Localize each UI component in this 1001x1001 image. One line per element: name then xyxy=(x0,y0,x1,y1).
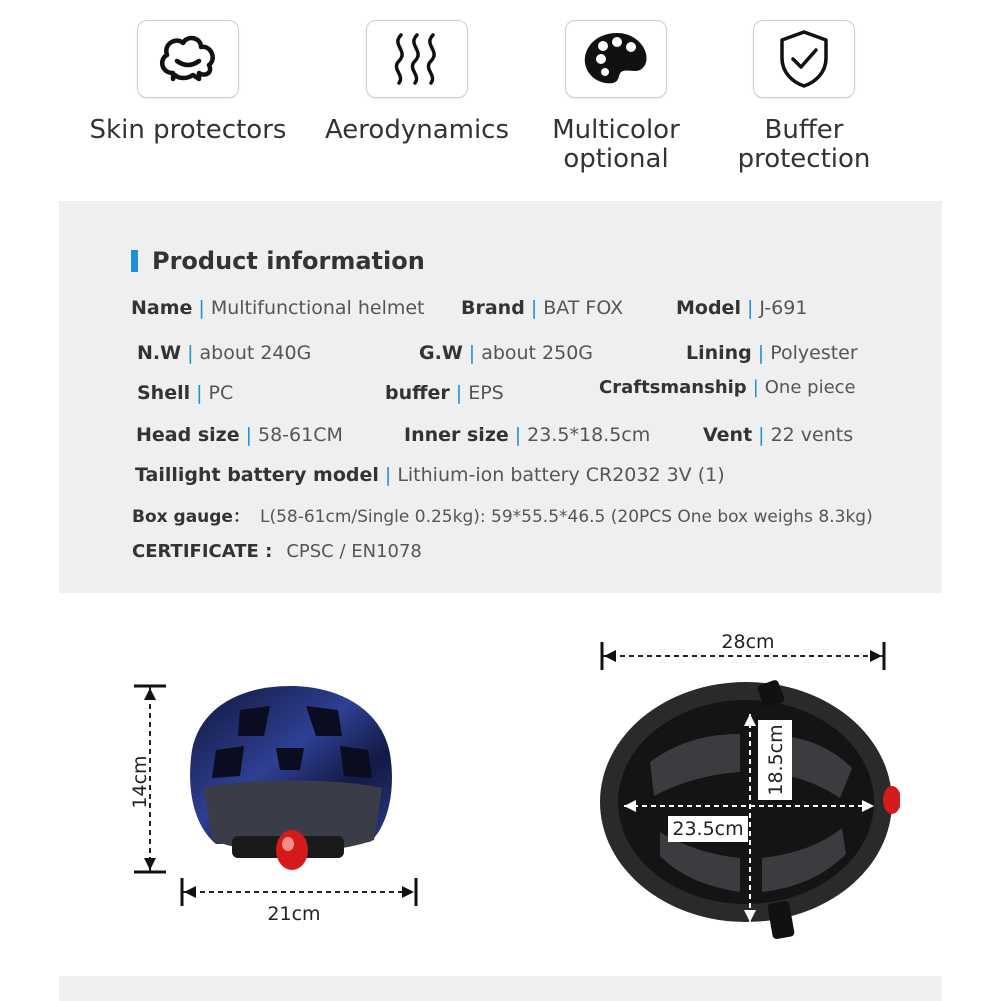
field-separator: | xyxy=(758,424,765,446)
product-info-title xyxy=(131,247,425,275)
field-value: Lithium-ion battery CR2032 3V (1) xyxy=(397,464,725,486)
field-value: about 240G xyxy=(199,342,312,364)
field-key: Name xyxy=(131,297,193,319)
field-value: J-691 xyxy=(759,297,808,319)
title-accent-bar xyxy=(131,250,138,272)
inner-length-dimension-label: 23.5cm xyxy=(672,818,744,840)
field-key: CERTIFICATE : xyxy=(132,541,273,562)
field-inner-size xyxy=(404,424,650,446)
aerodynamics-icon-box xyxy=(366,20,468,98)
field-separator: | xyxy=(384,464,392,486)
field-separator: | xyxy=(530,297,538,319)
inner-width-dimension-label: 18.5cm xyxy=(765,724,787,796)
feature-buffer-protection xyxy=(694,20,914,174)
feature-label-line: optional xyxy=(563,144,669,174)
helmet-vent xyxy=(340,746,372,778)
shield-icon-box xyxy=(753,20,855,98)
field-key: Lining xyxy=(686,342,752,364)
feature-label-line: protection xyxy=(737,144,871,174)
length-dimension-label: 28cm xyxy=(721,631,775,653)
rear-width-dimension-label: 21cm xyxy=(267,903,321,925)
helmet-vent xyxy=(276,748,304,770)
field-name xyxy=(131,297,425,319)
field-value: 23.5*18.5cm xyxy=(527,424,651,446)
field-key: Head size xyxy=(136,424,240,446)
field-gross-weight xyxy=(419,342,593,364)
field-certificate xyxy=(132,541,422,562)
field-model xyxy=(676,297,807,319)
taillight xyxy=(276,830,308,870)
aerodynamics-icon xyxy=(387,29,447,89)
product-info-title-text: Product information xyxy=(152,247,425,275)
field-head-size xyxy=(136,424,343,446)
feature-aerodynamics xyxy=(307,20,527,145)
arrow-right-icon xyxy=(402,886,414,898)
helmet-inner-padding xyxy=(618,700,874,904)
feature-label-line: Buffer xyxy=(764,115,844,145)
palette-icon-box xyxy=(565,20,667,98)
skin-protector-icon xyxy=(153,29,223,89)
field-key: Brand xyxy=(461,297,525,319)
field-separator: | xyxy=(198,297,205,319)
field-battery xyxy=(135,464,725,486)
arrow-left-icon xyxy=(184,886,196,898)
field-key: Shell xyxy=(137,382,191,404)
field-separator: | xyxy=(752,377,759,398)
palette-icon xyxy=(581,29,651,89)
field-key: N.W xyxy=(137,342,182,364)
helmet-vent xyxy=(212,746,244,778)
shield-check-icon xyxy=(774,28,834,90)
field-brand xyxy=(461,297,623,319)
field-vent xyxy=(703,424,853,446)
field-separator: | xyxy=(746,297,754,319)
field-key: Vent xyxy=(703,424,753,446)
field-box-gauge xyxy=(132,502,873,527)
helmet-rear-view xyxy=(120,670,440,940)
feature-label-line: Multicolor xyxy=(552,115,680,145)
height-dimension-label: 14cm xyxy=(129,755,151,809)
arrow-right-icon xyxy=(870,650,882,662)
feature-label: Skin protectors xyxy=(89,115,287,145)
arrow-down-icon xyxy=(144,858,156,870)
field-value: BAT FOX xyxy=(543,297,624,319)
feature-label xyxy=(506,116,726,174)
field-key: buffer xyxy=(385,382,450,404)
field-value: One piece xyxy=(764,377,856,398)
field-value: 22 vents xyxy=(770,424,854,446)
field-shell xyxy=(137,382,233,404)
field-lining xyxy=(686,342,858,364)
field-value: L(58-61cm/Single 0.25kg): 59*55.5*46.5 (20PCS One box weighs 8.3kg) xyxy=(259,507,873,527)
field-key: Model xyxy=(676,297,741,319)
field-buffer xyxy=(385,382,504,404)
feature-multicolor xyxy=(506,20,726,174)
field-key: Inner size xyxy=(404,424,509,446)
field-key: G.W xyxy=(419,342,463,364)
arrow-left-icon xyxy=(604,650,616,662)
field-separator: | xyxy=(187,342,194,364)
feature-label xyxy=(694,116,914,174)
field-separator: | xyxy=(455,382,463,404)
field-value: Polyester xyxy=(770,342,858,364)
field-value: Multifunctional helmet xyxy=(210,297,425,319)
field-separator: | xyxy=(757,342,765,364)
field-separator: | xyxy=(245,424,252,446)
field-craftsmanship xyxy=(599,377,856,398)
arrow-up-icon xyxy=(144,688,156,700)
field-value: PC xyxy=(208,382,234,404)
field-value: CPSC / EN1078 xyxy=(286,541,422,562)
field-key: Box gauge： xyxy=(132,507,250,527)
helmet-inner-view xyxy=(590,622,900,952)
taillight-glow xyxy=(282,837,294,851)
field-separator: | xyxy=(468,342,476,364)
field-separator: | xyxy=(196,382,203,404)
bottom-panel-edge xyxy=(59,976,942,1001)
field-key: Taillight battery model xyxy=(135,464,379,486)
skin-protector-icon-box xyxy=(137,20,239,98)
field-value: 58-61CM xyxy=(258,424,343,446)
field-separator: | xyxy=(514,424,522,446)
field-value: EPS xyxy=(468,382,504,404)
field-net-weight xyxy=(137,342,311,364)
product-info-panel xyxy=(59,201,942,593)
field-value: about 250G xyxy=(481,342,594,364)
feature-skin-protectors xyxy=(78,20,298,145)
field-key: Craftsmanship xyxy=(599,377,747,398)
feature-label: Aerodynamics xyxy=(324,115,510,145)
